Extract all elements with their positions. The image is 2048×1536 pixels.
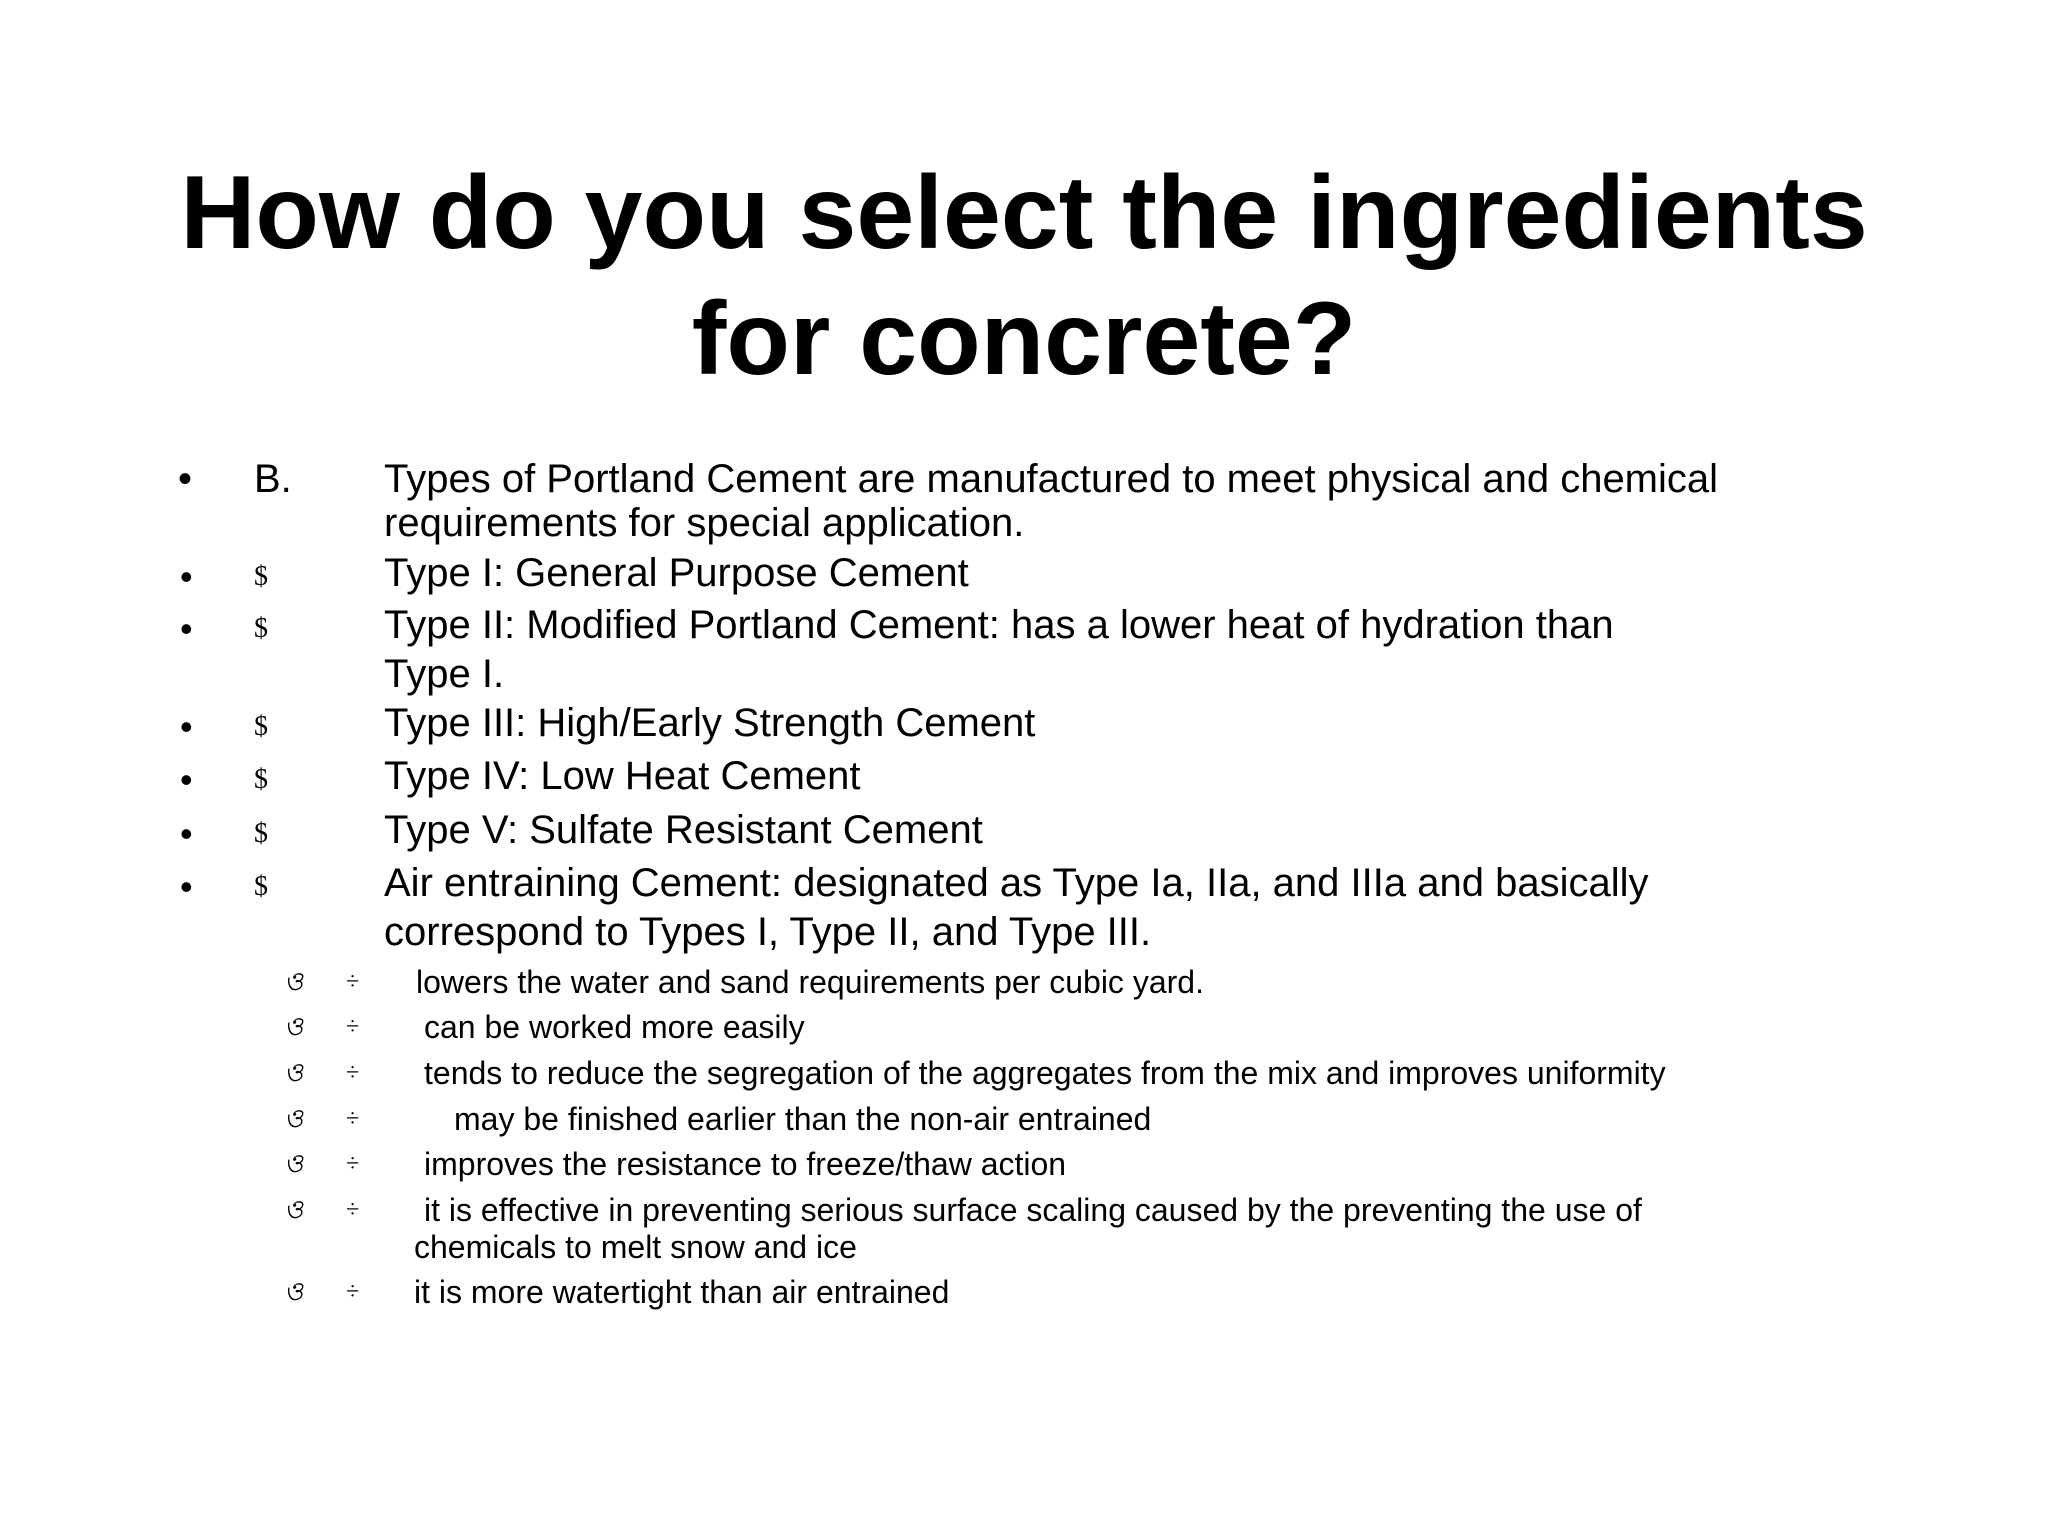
list-item-text: Type III: High/Early Strength Cement <box>384 701 1036 745</box>
sub-list-item-text: tends to reduce the segregation of the aggregates from the mix and improves uniformity <box>424 1055 1666 1091</box>
slide-title-line-1: How do you select the ingredients <box>180 155 1868 271</box>
sub-list-item-text: may be finished earlier than the non-air entrained <box>454 1101 1152 1137</box>
list-marker: $ <box>254 711 268 742</box>
sub-list-marker-icon: ও <box>284 1277 304 1307</box>
sub-list-divide-icon: ÷ <box>346 1151 360 1177</box>
list-item-text: Type IV: Low Heat Cement <box>384 754 861 798</box>
slide-title-line-2: for concrete? <box>691 281 1357 397</box>
list-marker: B. <box>254 457 292 501</box>
bullet-dot: • <box>178 457 193 501</box>
sub-list-item-text: improves the resistance to freeze/thaw action <box>424 1146 1067 1182</box>
sub-list-divide-icon: ÷ <box>346 1106 360 1132</box>
list-item-text: requirements for special application. <box>384 501 1025 545</box>
sub-list-divide-icon: ÷ <box>346 1279 360 1305</box>
list-item-text: Air entraining Cement: designated as Type Ia, IIa, and IIIa and basically <box>384 861 1649 905</box>
sub-list-marker-icon: ও <box>284 1104 304 1134</box>
sub-list-marker-icon: ও <box>284 1195 304 1225</box>
sub-list-marker-icon: ও <box>284 1149 304 1179</box>
bullet-dot: • <box>180 706 193 747</box>
sub-list-item-text: chemicals to melt snow and ice <box>414 1229 857 1265</box>
bullet-dot: • <box>180 608 193 649</box>
list-item-text: Type I. <box>384 652 505 696</box>
list-marker: $ <box>254 871 268 902</box>
list-marker: $ <box>254 818 268 849</box>
list-item-text: Type I: General Purpose Cement <box>384 551 969 595</box>
sub-list-divide-icon: ÷ <box>346 1060 360 1086</box>
sub-list-item-text: lowers the water and sand requirements per cubic yard. <box>416 964 1204 1000</box>
list-item-text: Type II: Modified Portland Cement: has a lower heat of hydration than <box>384 603 1614 647</box>
bullet-dot: • <box>180 759 193 800</box>
list-item-text: Types of Portland Cement are manufactured to meet physical and chemical <box>384 457 1719 501</box>
sub-list-divide-icon: ÷ <box>346 1197 360 1223</box>
list-item-text: Type V: Sulfate Resistant Cement <box>384 808 983 852</box>
list-marker: $ <box>254 561 268 592</box>
sub-list-divide-icon: ÷ <box>346 969 360 995</box>
list-item-text: correspond to Types I, Type II, and Type III. <box>384 910 1152 954</box>
bullet-dot: • <box>180 556 193 597</box>
sub-list-marker-icon: ও <box>284 967 304 997</box>
sub-list-marker-icon: ও <box>284 1012 304 1042</box>
sub-list-item-text: it is more watertight than air entrained <box>414 1274 950 1310</box>
list-marker: $ <box>254 613 268 644</box>
sub-list-divide-icon: ÷ <box>346 1014 360 1040</box>
sub-list-marker-icon: ও <box>284 1058 304 1088</box>
bullet-dot: • <box>180 813 193 854</box>
list-marker: $ <box>254 764 268 795</box>
sub-list-item-text: can be worked more easily <box>424 1009 805 1045</box>
bullet-dot: • <box>180 866 193 907</box>
sub-list-item-text: it is effective in preventing serious surface scaling caused by the preventing the use of <box>424 1192 1642 1228</box>
